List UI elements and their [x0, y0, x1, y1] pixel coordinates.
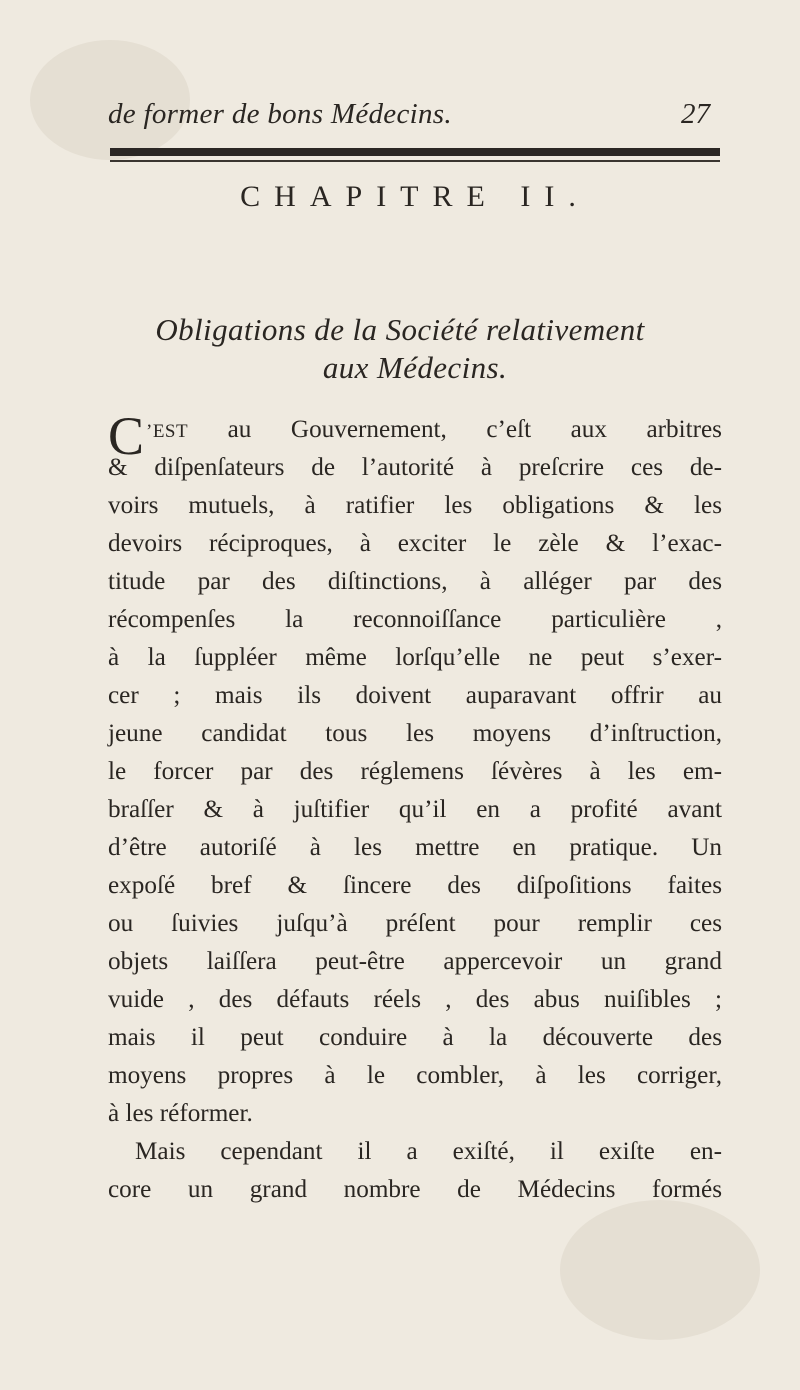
header-rule-thin: [110, 160, 720, 162]
text-line: braſſer & à juſtifier qu’il en a profité avant: [108, 796, 722, 823]
text-line: voirs mutuels, à ratifier les obligations & les: [108, 492, 722, 519]
text-line: [146, 410, 722, 450]
text-line: Mais cependant il a exiſté, il exiſte en-: [135, 1138, 722, 1165]
chapter-subtitle-line2: aux Médecins.: [322, 350, 508, 385]
text-line: expoſé bref & ſincere des diſpoſitions faites: [108, 872, 722, 899]
chapter-subtitle-line1: Obligations de la Société relativement: [155, 312, 645, 347]
text-line: vuide , des défauts réels , des abus nuiſibles ;: [108, 986, 722, 1013]
first-word-smallcaps: ’EST: [146, 421, 189, 442]
text-line: titude par des diſtinctions, à alléger par des: [108, 568, 722, 595]
text-line: à les réformer.: [108, 1100, 253, 1127]
page-number: 27: [681, 98, 710, 130]
text-line: le forcer par des réglemens ſévères à les em-: [108, 758, 722, 785]
text-line: récompenſes la reconnoiſſance particulière ,: [108, 606, 722, 633]
text-line: mais il peut conduire à la découverte des: [108, 1024, 722, 1051]
text-line: core un grand nombre de Médecins formés: [108, 1176, 722, 1203]
chapter-heading: CHAPITRE II.: [240, 180, 590, 213]
running-title: de former de bons Médecins.: [108, 98, 452, 130]
text-line: & diſpenſateurs de l’autorité à preſcrire ces de-: [108, 454, 722, 481]
text-line: jeune candidat tous les moyens d’inſtruction,: [108, 720, 722, 747]
drop-cap: C: [108, 406, 145, 466]
text-line: devoirs réciproques, à exciter le zèle & l’exac-: [108, 530, 722, 557]
header-rule-thick: [110, 148, 720, 156]
text-line: à la ſuppléer même lorſqu’elle ne peut s’exer-: [108, 644, 722, 671]
first-line-rest: au Gouvernement, c’eſt aux arbitres: [188, 416, 722, 443]
paper-stain: [560, 1200, 760, 1340]
running-head: [108, 90, 720, 140]
text-line: objets laiſſera peut-être appercevoir un grand: [108, 948, 722, 975]
text-line: moyens propres à le combler, à les corriger,: [108, 1062, 722, 1089]
text-line: cer ; mais ils doivent auparavant offrir au: [108, 682, 722, 709]
text-line: ou ſuivies juſqu’à préſent pour remplir ces: [108, 910, 722, 937]
text-line: d’être autoriſé à les mettre en pratique. Un: [108, 834, 722, 861]
